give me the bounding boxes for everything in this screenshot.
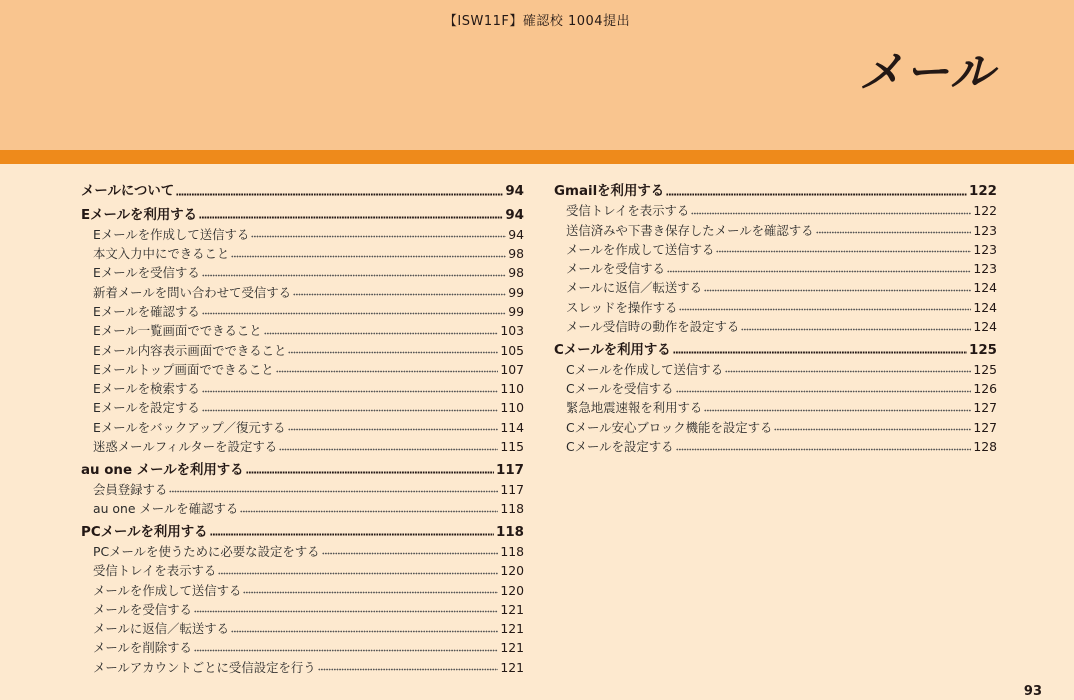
dot-leader [704, 288, 971, 292]
toc-entry[interactable] [81, 636, 524, 655]
dot-leader [246, 471, 494, 475]
dot-leader [725, 370, 971, 374]
toc-page-number: 123 [973, 261, 997, 277]
toc-entry[interactable] [554, 377, 997, 396]
dot-leader [288, 351, 498, 355]
toc-entry-title: 新着メールを問い合わせて受信する [93, 284, 292, 300]
toc-entry[interactable] [81, 617, 524, 636]
toc-entry[interactable] [81, 242, 524, 261]
toc-entry-title: 受信トレイを表示する [93, 563, 217, 579]
dot-leader [202, 312, 507, 316]
toc-entry[interactable] [81, 578, 524, 597]
toc-entry-title: メールを削除する [93, 640, 192, 656]
toc-entry-title: Eメール一覧画面でできること [93, 323, 262, 339]
dot-leader [169, 490, 498, 494]
toc-page-number: 115 [500, 439, 524, 455]
header-divider-stripe [0, 150, 1074, 164]
toc-entry-title: 送信済みや下書き保存したメールを確認する [566, 222, 814, 238]
toc-entry[interactable] [81, 435, 524, 454]
toc-entry-title: Eメール内容表示画面でできること [93, 342, 287, 358]
toc-entry[interactable] [81, 223, 524, 242]
page-number: 93 [1023, 684, 1042, 699]
toc-entry[interactable] [81, 280, 524, 299]
toc-page-number: 121 [500, 640, 524, 656]
toc-page-number: 118 [500, 501, 524, 517]
toc-page-number: 128 [973, 439, 997, 455]
toc-section-title: au one メールを利用する [81, 462, 244, 478]
dot-leader [202, 273, 507, 277]
dot-leader [691, 211, 971, 215]
toc-page-number: 98 [508, 265, 524, 281]
toc-entry[interactable] [554, 435, 997, 454]
toc-entry-title: メールを受信する [93, 601, 192, 617]
toc-entry-title: Eメールトップ画面でできること [93, 361, 274, 377]
dot-leader [199, 216, 503, 220]
toc-entry[interactable] [554, 238, 997, 257]
toc-page-number: 103 [500, 323, 524, 339]
toc-page-number: 105 [500, 342, 524, 358]
toc-page-number: 125 [969, 342, 997, 358]
toc-section [554, 179, 997, 334]
toc-entry[interactable] [81, 540, 524, 559]
toc-entry-title: Cメールを受信する [566, 381, 674, 397]
toc-section [81, 179, 524, 199]
toc-entry-title: 本文入力中にできること [93, 246, 230, 262]
toc-entry[interactable] [554, 415, 997, 434]
toc-entry[interactable] [554, 218, 997, 237]
toc-section-title: PCメールを利用する [81, 524, 208, 540]
toc-entry-title: au one メールを確認する [93, 501, 239, 517]
dot-leader [667, 269, 971, 273]
dot-leader [666, 192, 967, 196]
toc-entry-title: メールに返信／転送する [93, 621, 230, 637]
dot-leader [741, 327, 971, 331]
dot-leader [231, 254, 506, 258]
toc-section [81, 520, 524, 675]
toc-section-heading[interactable] [554, 338, 997, 358]
toc-entry-title: 緊急地震速報を利用する [566, 400, 703, 416]
toc-entry-title: 迷惑メールフィルターを設定する [93, 439, 278, 455]
dot-leader [318, 668, 499, 672]
toc-entry[interactable] [554, 199, 997, 218]
toc-page-number: 94 [508, 226, 524, 242]
dot-leader [679, 308, 971, 312]
toc-entry[interactable] [81, 338, 524, 357]
toc-page-number: 118 [500, 543, 524, 559]
toc-entry[interactable] [81, 300, 524, 319]
toc-entry-title: Eメールを確認する [93, 303, 200, 319]
dot-leader [716, 250, 971, 254]
toc-entry[interactable] [554, 295, 997, 314]
dot-leader [231, 629, 498, 633]
toc-entry-title: Eメールを検索する [93, 381, 200, 397]
toc-entry-title: メールを作成して送信する [566, 241, 715, 257]
toc-page-number: 127 [973, 400, 997, 416]
dot-leader [251, 235, 506, 239]
toc-page-number: 122 [969, 184, 997, 199]
toc-page-number: 110 [500, 400, 524, 416]
dot-leader [202, 389, 499, 393]
toc-entry[interactable] [81, 319, 524, 338]
dot-leader [240, 509, 498, 513]
toc-section-title: Eメールを利用する [81, 207, 198, 223]
toc-section-heading[interactable] [81, 520, 524, 540]
toc-entry[interactable] [81, 261, 524, 280]
dot-leader [293, 293, 506, 297]
toc-column-right [554, 179, 997, 458]
toc-entry-title: メールアカウントごとに受信設定を行う [93, 659, 316, 675]
toc-page-number: 126 [973, 381, 997, 397]
toc-page-number: 94 [505, 207, 524, 223]
toc-entry-title: 会員登録する [93, 481, 168, 497]
toc-entry[interactable] [81, 415, 524, 434]
toc-page-number: 99 [508, 284, 524, 300]
dot-leader [176, 192, 503, 196]
toc-entry-title: Eメールをバックアップ／復元する [93, 419, 286, 435]
toc-page-number: 124 [973, 319, 997, 335]
toc-section-heading[interactable] [81, 203, 524, 223]
dot-leader [243, 591, 498, 595]
toc-page-number: 125 [973, 361, 997, 377]
toc-page-number: 110 [500, 381, 524, 397]
toc-page-number: 123 [973, 222, 997, 238]
toc-page-number: 121 [500, 601, 524, 617]
toc-section [81, 458, 524, 517]
toc-entry[interactable] [81, 358, 524, 377]
toc-entry-title: Cメールを作成して送信する [566, 361, 724, 377]
toc-page-number: 120 [500, 563, 524, 579]
dot-leader [322, 552, 499, 556]
toc-entry[interactable] [81, 497, 524, 516]
toc-entry-title: 受信トレイを表示する [566, 203, 690, 219]
toc-entry-title: Eメールを設定する [93, 400, 200, 416]
dot-leader [202, 408, 499, 412]
toc-page-number: 123 [973, 241, 997, 257]
toc-page-number: 121 [500, 659, 524, 675]
toc-page-number: 98 [508, 246, 524, 262]
toc-entry[interactable] [554, 315, 997, 334]
toc-entry-title: Cメール安心ブロック機能を設定する [566, 419, 773, 435]
toc-section-heading[interactable] [554, 179, 997, 199]
toc-page-number: 124 [973, 299, 997, 315]
toc-page-number: 114 [500, 419, 524, 435]
dot-leader [194, 648, 498, 652]
toc-entry-title: メールを作成して送信する [93, 582, 242, 598]
dot-leader [673, 351, 967, 355]
toc-entry-title: スレッドを操作する [566, 299, 678, 315]
toc-section-heading[interactable] [81, 179, 524, 199]
toc-entry-title: PCメールを使うために必要な設定をする [93, 543, 320, 559]
toc-section-heading[interactable] [81, 458, 524, 478]
dot-leader [288, 428, 499, 432]
toc-entry[interactable] [554, 276, 997, 295]
toc-page-number: 121 [500, 621, 524, 637]
dot-leader [816, 231, 972, 235]
toc-page-number: 124 [973, 280, 997, 296]
toc-entry-title: メールを受信する [566, 261, 665, 277]
toc-column-left [81, 179, 524, 678]
chapter-title: メール [858, 47, 996, 98]
dot-leader [210, 533, 495, 537]
toc-section-title: メールについて [81, 184, 175, 199]
dot-leader [279, 447, 498, 451]
toc-page-number: 120 [500, 582, 524, 598]
toc-page-number: 99 [508, 303, 524, 319]
toc-entry-title: Eメールを受信する [93, 265, 200, 281]
toc-entry[interactable] [554, 257, 997, 276]
toc-page-number: 107 [500, 361, 524, 377]
toc-section [81, 203, 524, 455]
toc-entry[interactable] [81, 377, 524, 396]
dot-leader [276, 370, 499, 374]
dot-leader [704, 408, 971, 412]
toc-entry-title: Cメールを設定する [566, 439, 674, 455]
toc-page-number: 117 [500, 481, 524, 497]
toc-page-number: 127 [973, 419, 997, 435]
toc-section-title: Gmailを利用する [554, 184, 665, 199]
dot-leader [194, 610, 498, 614]
toc-entry-title: Eメールを作成して送信する [93, 226, 250, 242]
dot-leader [264, 331, 499, 335]
toc-entry-title: メール受信時の動作を設定する [566, 319, 740, 335]
toc-entry[interactable] [554, 358, 997, 377]
toc-page-number: 122 [973, 203, 997, 219]
toc-entry-title: メールに返信／転送する [566, 280, 703, 296]
toc-entry[interactable] [81, 559, 524, 578]
toc-section-title: Cメールを利用する [554, 342, 671, 358]
dot-leader [676, 447, 972, 451]
toc-page-number: 117 [496, 462, 524, 478]
proof-note: 【ISW11F】確認校 1004提出 [443, 14, 631, 29]
toc-entry[interactable] [81, 598, 524, 617]
toc-section [554, 338, 997, 454]
dot-leader [774, 428, 971, 432]
toc-entry[interactable] [81, 655, 524, 674]
toc-entry[interactable] [81, 396, 524, 415]
toc-entry[interactable] [81, 478, 524, 497]
toc-entry[interactable] [554, 396, 997, 415]
dot-leader [218, 571, 498, 575]
toc-page-number: 94 [505, 184, 524, 199]
dot-leader [676, 389, 972, 393]
toc-page-number: 118 [496, 524, 524, 540]
